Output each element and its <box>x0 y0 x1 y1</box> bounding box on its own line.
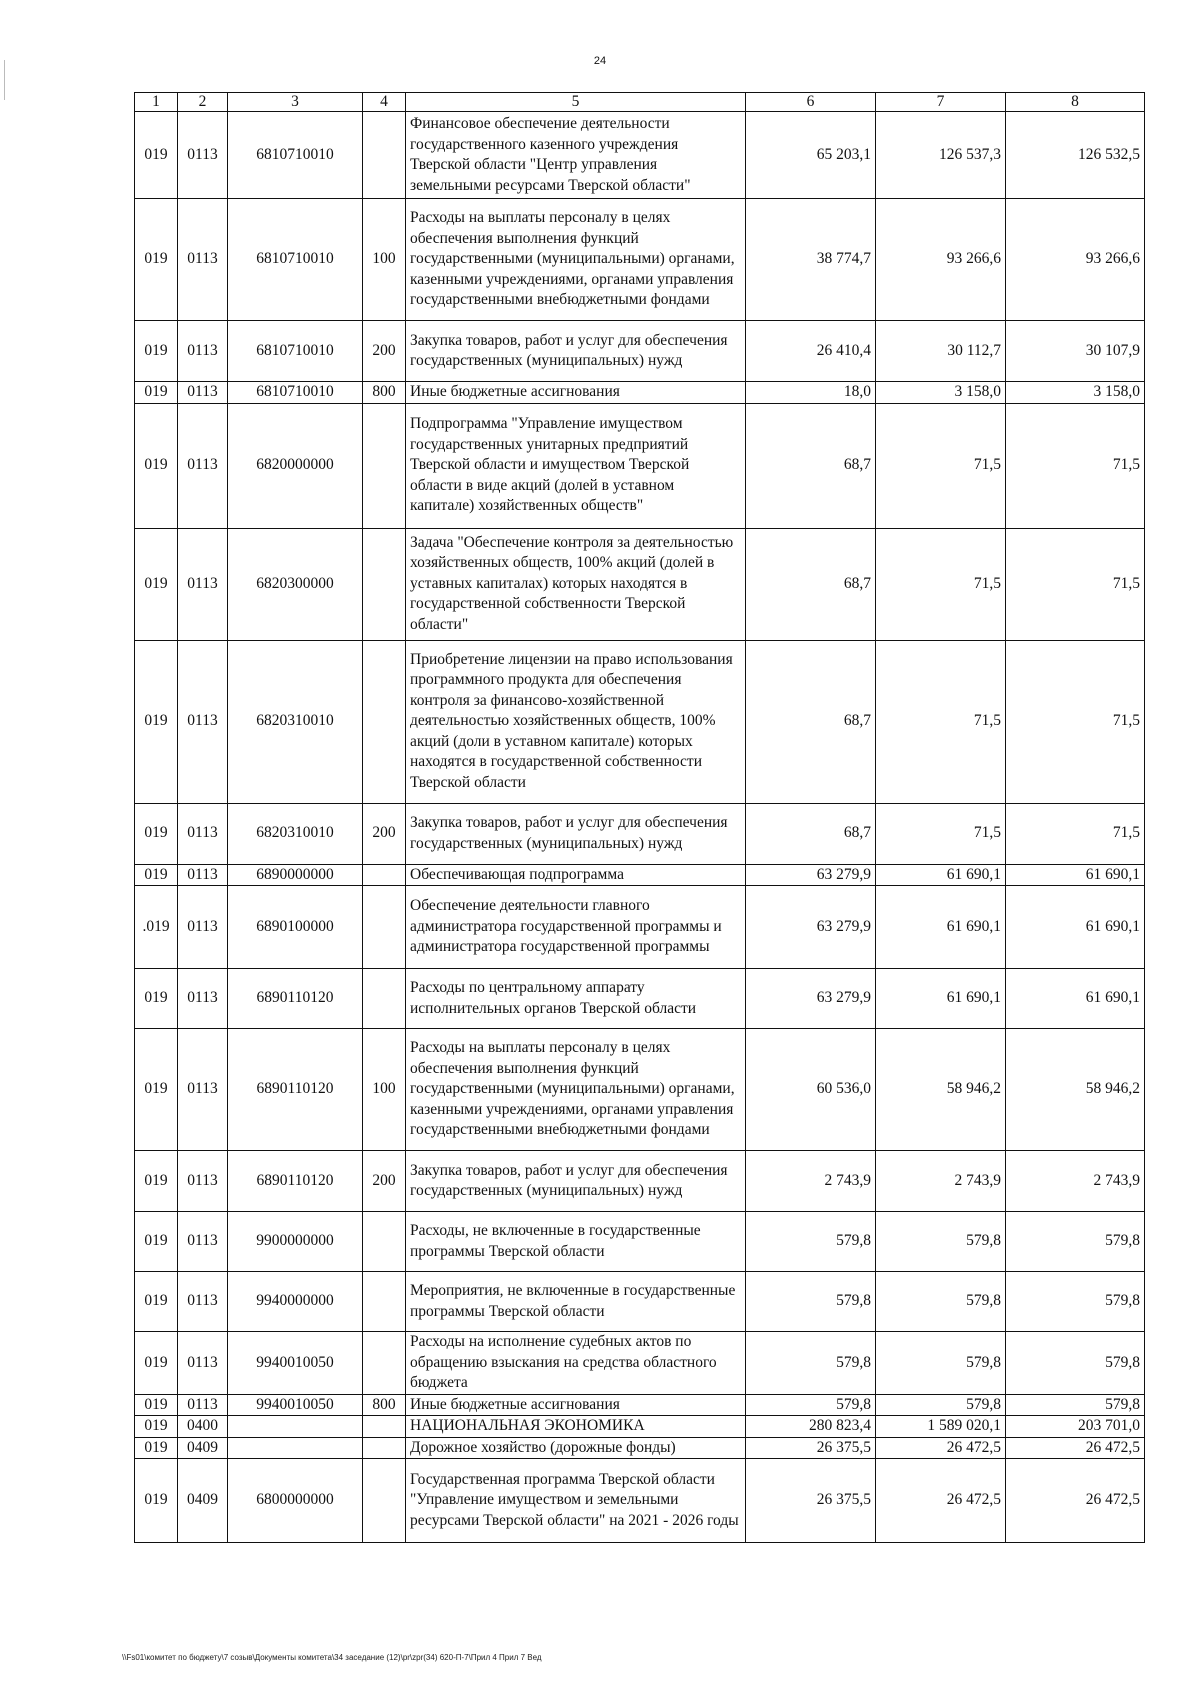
amount-col6-cell: 26 375,5 <box>746 1459 876 1543</box>
expense-type-code-cell <box>363 112 406 199</box>
amount-col6-cell: 63 279,9 <box>746 886 876 969</box>
target-article-code-cell: 6890100000 <box>228 886 363 969</box>
amount-col7-cell: 71,5 <box>876 803 1006 864</box>
expense-type-code-cell <box>363 1332 406 1395</box>
ministry-code-cell: 019 <box>135 321 178 382</box>
amount-col8-cell: 3 158,0 <box>1006 382 1145 404</box>
target-article-code-cell: 6890000000 <box>228 864 363 886</box>
expense-type-code-cell <box>363 886 406 969</box>
description-cell: Задача "Обеспечение контроля за деятельностью хозяйственных обществ, 100% акций (долей в уставных капиталах) которых находятся в государственной собственности Тверской области" <box>406 528 746 640</box>
amount-col8-cell: 203 701,0 <box>1006 1416 1145 1438</box>
table-row <box>135 1029 1145 1151</box>
section-code-cell: 0113 <box>178 112 228 199</box>
amount-col7-cell: 93 266,6 <box>876 199 1006 321</box>
amount-col8-cell: 579,8 <box>1006 1394 1145 1416</box>
amount-col6-cell: 2 743,9 <box>746 1151 876 1212</box>
section-code-cell: 0113 <box>178 1029 228 1151</box>
amount-col8-cell: 579,8 <box>1006 1212 1145 1272</box>
table-row <box>135 1212 1145 1272</box>
section-code-cell: 0113 <box>178 1332 228 1395</box>
section-code-cell: 0113 <box>178 886 228 969</box>
description-cell: Расходы на исполнение судебных актов по обращению взыскания на средства областного бюджета <box>406 1332 746 1395</box>
amount-col7-cell: 61 690,1 <box>876 886 1006 969</box>
amount-col6-cell: 26 410,4 <box>746 321 876 382</box>
target-article-code-cell: 6800000000 <box>228 1459 363 1543</box>
amount-col7-cell: 71,5 <box>876 640 1006 803</box>
amount-col7-cell: 126 537,3 <box>876 112 1006 199</box>
amount-col7-cell: 579,8 <box>876 1212 1006 1272</box>
table-row <box>135 1394 1145 1416</box>
section-code-cell: 0113 <box>178 803 228 864</box>
amount-col6-cell: 579,8 <box>746 1394 876 1416</box>
section-code-cell: 0409 <box>178 1437 228 1459</box>
target-article-code-cell: 6810710010 <box>228 112 363 199</box>
description-cell: Обеспечение деятельности главного администратора государственной программы и администратора государственной программы <box>406 886 746 969</box>
ministry-code-cell: 019 <box>135 1394 178 1416</box>
amount-col6-cell: 68,7 <box>746 528 876 640</box>
expense-type-code-cell: 200 <box>363 803 406 864</box>
expense-type-code-cell: 800 <box>363 382 406 404</box>
amount-col6-cell: 65 203,1 <box>746 112 876 199</box>
ministry-code-cell: 019 <box>135 1459 178 1543</box>
scan-margin-line <box>4 60 5 100</box>
table-row <box>135 1459 1145 1543</box>
amount-col8-cell: 71,5 <box>1006 640 1145 803</box>
description-cell: Приобретение лицензии на право использования программного продукта для обеспечения контроля за финансово-хозяйственной деятельностью хозяйственных обществ, 100% акций (доли в уставном капитале) которых находятся в государственной собственности Тверской области <box>406 640 746 803</box>
table-row <box>135 1332 1145 1395</box>
description-cell: Закупка товаров, работ и услуг для обеспечения государственных (муниципальных) нужд <box>406 321 746 382</box>
section-code-cell: 0400 <box>178 1416 228 1438</box>
amount-col6-cell: 68,7 <box>746 640 876 803</box>
table-row <box>135 528 1145 640</box>
ministry-code-cell: 019 <box>135 969 178 1029</box>
ministry-code-cell: 019 <box>135 199 178 321</box>
amount-col8-cell: 71,5 <box>1006 528 1145 640</box>
section-code-cell: 0113 <box>178 321 228 382</box>
target-article-code-cell: 9940010050 <box>228 1332 363 1395</box>
description-cell: Расходы, не включенные в государственные программы Тверской области <box>406 1212 746 1272</box>
table-row <box>135 803 1145 864</box>
section-code-cell: 0113 <box>178 1212 228 1272</box>
amount-col8-cell: 71,5 <box>1006 803 1145 864</box>
description-cell: Расходы на выплаты персоналу в целях обеспечения выполнения функций государственными (муниципальными) органами, казенными учреждениями, органами управления государственными внебюджетными фондами <box>406 1029 746 1151</box>
amount-col7-cell: 2 743,9 <box>876 1151 1006 1212</box>
section-code-cell: 0113 <box>178 528 228 640</box>
amount-col8-cell: 61 690,1 <box>1006 864 1145 886</box>
target-article-code-cell: 6820300000 <box>228 528 363 640</box>
target-article-code-cell: 6810710010 <box>228 321 363 382</box>
column-header: 3 <box>228 93 363 112</box>
amount-col6-cell: 18,0 <box>746 382 876 404</box>
header-row <box>135 93 1145 112</box>
table-row <box>135 1151 1145 1212</box>
target-article-code-cell: 6810710010 <box>228 199 363 321</box>
description-cell: Закупка товаров, работ и услуг для обеспечения государственных (муниципальных) нужд <box>406 803 746 864</box>
expense-type-code-cell: 100 <box>363 1029 406 1151</box>
description-cell: Обеспечивающая подпрограмма <box>406 864 746 886</box>
amount-col8-cell: 2 743,9 <box>1006 1151 1145 1212</box>
expense-type-code-cell <box>363 1459 406 1543</box>
section-code-cell: 0113 <box>178 1151 228 1212</box>
ministry-code-cell: 019 <box>135 1272 178 1332</box>
amount-col6-cell: 63 279,9 <box>746 969 876 1029</box>
expense-type-code-cell: 200 <box>363 321 406 382</box>
column-header: 4 <box>363 93 406 112</box>
amount-col8-cell: 26 472,5 <box>1006 1437 1145 1459</box>
expense-type-code-cell <box>363 640 406 803</box>
amount-col6-cell: 68,7 <box>746 403 876 528</box>
column-header: 6 <box>746 93 876 112</box>
table-row <box>135 112 1145 199</box>
table-row <box>135 886 1145 969</box>
table-row <box>135 969 1145 1029</box>
section-code-cell: 0113 <box>178 1394 228 1416</box>
ministry-code-cell: 019 <box>135 403 178 528</box>
ministry-code-cell: 019 <box>135 1437 178 1459</box>
ministry-code-cell: 019 <box>135 1029 178 1151</box>
ministry-code-cell: 019 <box>135 1416 178 1438</box>
amount-col6-cell: 63 279,9 <box>746 864 876 886</box>
target-article-code-cell: 6890110120 <box>228 1029 363 1151</box>
amount-col8-cell: 26 472,5 <box>1006 1459 1145 1543</box>
target-article-code-cell: 6820310010 <box>228 803 363 864</box>
description-cell: Закупка товаров, работ и услуг для обеспечения государственных (муниципальных) нужд <box>406 1151 746 1212</box>
description-cell: Расходы по центральному аппарату исполнительных органов Тверской области <box>406 969 746 1029</box>
section-code-cell: 0113 <box>178 969 228 1029</box>
ministry-code-cell: 019 <box>135 382 178 404</box>
amount-col7-cell: 30 112,7 <box>876 321 1006 382</box>
expense-type-code-cell: 200 <box>363 1151 406 1212</box>
target-article-code-cell: 6810710010 <box>228 382 363 404</box>
description-cell: Дорожное хозяйство (дорожные фонды) <box>406 1437 746 1459</box>
section-code-cell: 0113 <box>178 1272 228 1332</box>
amount-col8-cell: 58 946,2 <box>1006 1029 1145 1151</box>
amount-col7-cell: 579,8 <box>876 1394 1006 1416</box>
amount-col8-cell: 61 690,1 <box>1006 886 1145 969</box>
target-article-code-cell: 9940010050 <box>228 1394 363 1416</box>
description-cell: Расходы на выплаты персоналу в целях обеспечения выполнения функций государственными (муниципальными) органами, казенными учреждениями, органами управления государственными внебюджетными фондами <box>406 199 746 321</box>
target-article-code-cell: 9900000000 <box>228 1212 363 1272</box>
ministry-code-cell: 019 <box>135 112 178 199</box>
description-cell: Подпрограмма "Управление имуществом государственных унитарных предприятий Тверской области и имуществом Тверской области в виде акций (долей в уставном капитале) хозяйственных обществ" <box>406 403 746 528</box>
section-code-cell: 0113 <box>178 382 228 404</box>
ministry-code-cell: 019 <box>135 1151 178 1212</box>
amount-col8-cell: 30 107,9 <box>1006 321 1145 382</box>
page-number: 24 <box>593 55 607 67</box>
expense-type-code-cell <box>363 403 406 528</box>
ministry-code-cell: 019 <box>135 528 178 640</box>
amount-col7-cell: 579,8 <box>876 1332 1006 1395</box>
amount-col6-cell: 579,8 <box>746 1272 876 1332</box>
expense-type-code-cell <box>363 528 406 640</box>
amount-col7-cell: 61 690,1 <box>876 864 1006 886</box>
amount-col8-cell: 579,8 <box>1006 1332 1145 1395</box>
amount-col8-cell: 579,8 <box>1006 1272 1145 1332</box>
amount-col8-cell: 61 690,1 <box>1006 969 1145 1029</box>
amount-col7-cell: 579,8 <box>876 1272 1006 1332</box>
description-cell: Мероприятия, не включенные в государственные программы Тверской области <box>406 1272 746 1332</box>
column-header: 8 <box>1006 93 1145 112</box>
ministry-code-cell: 019 <box>135 803 178 864</box>
section-code-cell: 0113 <box>178 199 228 321</box>
expense-type-code-cell: 100 <box>363 199 406 321</box>
section-code-cell: 0113 <box>178 864 228 886</box>
section-code-cell: 0113 <box>178 640 228 803</box>
amount-col8-cell: 93 266,6 <box>1006 199 1145 321</box>
description-cell: НАЦИОНАЛЬНАЯ ЭКОНОМИКА <box>406 1416 746 1438</box>
expense-type-code-cell <box>363 1212 406 1272</box>
table-row <box>135 1416 1145 1438</box>
table-row <box>135 640 1145 803</box>
table-row <box>135 199 1145 321</box>
table-row <box>135 403 1145 528</box>
ministry-code-cell: .019 <box>135 886 178 969</box>
amount-col6-cell: 579,8 <box>746 1212 876 1272</box>
table-row <box>135 382 1145 404</box>
amount-col7-cell: 71,5 <box>876 528 1006 640</box>
column-header: 1 <box>135 93 178 112</box>
budget-table <box>134 92 1145 1543</box>
table-row <box>135 1272 1145 1332</box>
amount-col7-cell: 3 158,0 <box>876 382 1006 404</box>
target-article-code-cell: 6890110120 <box>228 969 363 1029</box>
expense-type-code-cell <box>363 969 406 1029</box>
ministry-code-cell: 019 <box>135 640 178 803</box>
amount-col6-cell: 38 774,7 <box>746 199 876 321</box>
amount-col8-cell: 71,5 <box>1006 403 1145 528</box>
amount-col6-cell: 579,8 <box>746 1332 876 1395</box>
section-code-cell: 0113 <box>178 403 228 528</box>
amount-col7-cell: 26 472,5 <box>876 1459 1006 1543</box>
description-cell: Иные бюджетные ассигнования <box>406 1394 746 1416</box>
target-article-code-cell: 6820000000 <box>228 403 363 528</box>
target-article-code-cell: 9940000000 <box>228 1272 363 1332</box>
amount-col7-cell: 26 472,5 <box>876 1437 1006 1459</box>
amount-col7-cell: 58 946,2 <box>876 1029 1006 1151</box>
table-row <box>135 1437 1145 1459</box>
ministry-code-cell: 019 <box>135 864 178 886</box>
target-article-code-cell: 6890110120 <box>228 1151 363 1212</box>
amount-col7-cell: 71,5 <box>876 403 1006 528</box>
amount-col6-cell: 68,7 <box>746 803 876 864</box>
table-row <box>135 864 1145 886</box>
amount-col8-cell: 126 532,5 <box>1006 112 1145 199</box>
section-code-cell: 0409 <box>178 1459 228 1543</box>
amount-col6-cell: 280 823,4 <box>746 1416 876 1438</box>
target-article-code-cell: 6820310010 <box>228 640 363 803</box>
footer-file-path: \\Fs01\комитет по бюджету\7 созыв\Документы комитета\34 заседание (12)\pr\zpr(34) 620-П-7\Прил 4 Прил 7 Вед <box>122 1653 542 1662</box>
column-header: 7 <box>876 93 1006 112</box>
ministry-code-cell: 019 <box>135 1212 178 1272</box>
expense-type-code-cell <box>363 1437 406 1459</box>
amount-col6-cell: 60 536,0 <box>746 1029 876 1151</box>
expense-type-code-cell <box>363 1272 406 1332</box>
column-header: 5 <box>406 93 746 112</box>
ministry-code-cell: 019 <box>135 1332 178 1395</box>
expense-type-code-cell: 800 <box>363 1394 406 1416</box>
target-article-code-cell <box>228 1416 363 1438</box>
expense-type-code-cell <box>363 1416 406 1438</box>
column-header: 2 <box>178 93 228 112</box>
table-row <box>135 321 1145 382</box>
expense-type-code-cell <box>363 864 406 886</box>
amount-col7-cell: 1 589 020,1 <box>876 1416 1006 1438</box>
amount-col6-cell: 26 375,5 <box>746 1437 876 1459</box>
target-article-code-cell <box>228 1437 363 1459</box>
description-cell: Финансовое обеспечение деятельности государственного казенного учреждения Тверской области "Центр управления земельными ресурсами Тверской области" <box>406 112 746 199</box>
description-cell: Государственная программа Тверской области "Управление имуществом и земельными ресурсами Тверской области" на 2021 - 2026 годы <box>406 1459 746 1543</box>
description-cell: Иные бюджетные ассигнования <box>406 382 746 404</box>
amount-col7-cell: 61 690,1 <box>876 969 1006 1029</box>
